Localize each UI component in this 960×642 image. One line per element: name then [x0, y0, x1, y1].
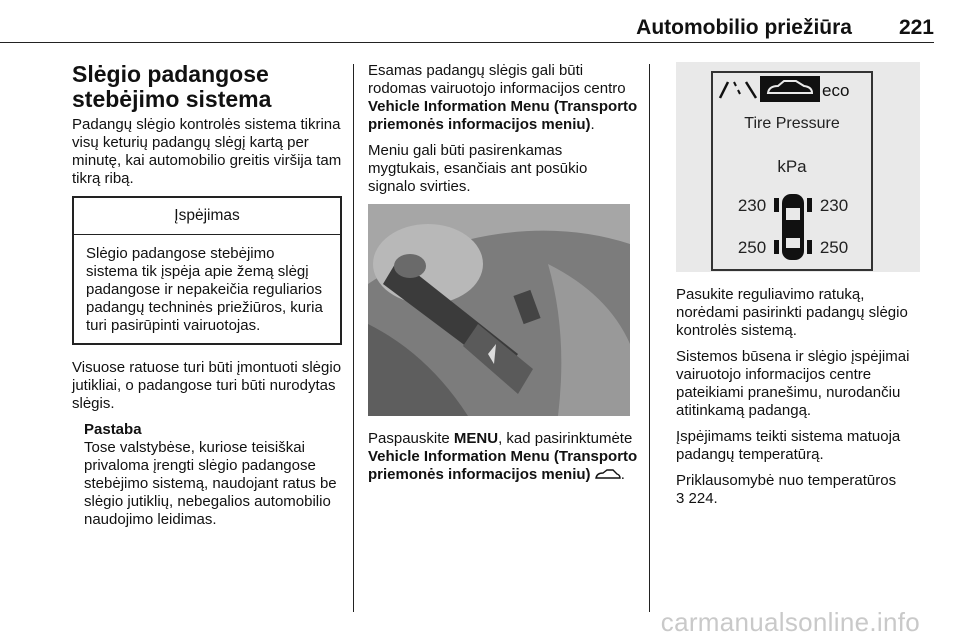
vehicle-top-view-icon — [774, 194, 812, 260]
text-run: , kad pasirinktumėte — [498, 430, 633, 447]
page-header — [0, 12, 934, 43]
warning-box — [72, 196, 342, 345]
section-heading: Slėgio padangose stebėjimo sistema — [72, 61, 272, 112]
note-block — [84, 421, 342, 529]
turn-signal-stalk-icon — [368, 204, 630, 416]
sensors-paragraph: Visuose ratuose turi būti įmontuoti slėgio jutikliai, o padangose turi būti nurodytas slėgis. — [72, 359, 342, 412]
temperature-paragraph: Įspėjimams teikti sistema matuoja padangų temperatūrą. — [676, 428, 901, 463]
front-right-pressure: 230 — [819, 196, 849, 215]
text-run: Esamas padangų slėgis gali būti rodomas vairuotojo informacijos centro — [368, 62, 626, 97]
road-icon — [720, 82, 756, 98]
menu-name: Vehicle Information Menu (Transporto priemonės informacijos meniu) — [368, 448, 638, 483]
text-run: Priklausomybė nuo temperatūros — [676, 472, 897, 489]
menu-name: Vehicle Information Menu (Transporto priemonės informacijos meniu) — [368, 98, 638, 133]
menu-instruction-paragraph — [368, 430, 638, 484]
rear-right-pressure: 250 — [819, 238, 849, 257]
page-number: 221 — [898, 16, 934, 39]
note-body: Tose valstybėse, kuriose teisiškai privaloma įrengti slėgio padangose stebėjimo sistemą, naudojant ratus be slėgio jutiklių, nebegalios automobilio naudojimo leidimas. — [84, 439, 337, 528]
eco-label: eco — [822, 81, 850, 100]
text-run: . — [620, 466, 625, 483]
watermark: carmanualsonline.info — [660, 607, 920, 637]
front-left-pressure: 230 — [737, 196, 767, 215]
column-divider — [353, 64, 354, 612]
tire-pressure-display — [676, 62, 920, 272]
unit-label: kPa — [777, 157, 807, 176]
display-title: Tire Pressure — [744, 115, 840, 132]
stalk-photo — [368, 204, 630, 416]
column-1 — [72, 62, 342, 529]
intro-paragraph: Padangų slėgio kontrolės sistema tikrina visų keturių padangų slėgį kartą per minutę, kai automobilio greitis viršija tam tikrą ribą. — [72, 116, 342, 187]
warning-title: Įspėjimas — [74, 198, 340, 235]
header-title: Automobilio priežiūra — [636, 16, 852, 39]
car-icon — [595, 469, 621, 481]
display-graphic — [676, 62, 920, 272]
status-paragraph: Sistemos būsena ir slėgio įspėjimai vairuotojo informacijos centre pateikiami pranešimu, nurodančiu atitinkamą padangą. — [676, 348, 910, 419]
dial-paragraph: Pasukite reguliavimo ratuką, norėdami pasirinkti padangų slėgio kontrolės sistemą. — [676, 286, 908, 339]
menu-button-label: MENU — [453, 430, 499, 447]
page-reference: 3 224. — [676, 490, 718, 507]
column-divider — [649, 64, 650, 612]
column-3 — [676, 62, 928, 516]
info-center-paragraph — [368, 62, 638, 134]
note-title: Pastaba — [84, 421, 142, 438]
rear-left-pressure: 250 — [737, 238, 767, 257]
column-2 — [368, 62, 638, 492]
reference-paragraph — [676, 472, 928, 508]
text-run: . — [590, 116, 595, 133]
warning-body: Slėgio padangose stebėjimo sistema tik įspėja apie žemą slėgį padangose ir nepakeičia reguliarios padangų techninės priežiūros, kuria turi pasirūpinti vairuotojas. — [86, 245, 323, 334]
buttons-paragraph: Meniu gali būti pasirenkamas mygtukais, esančiais ant posūkio signalo svirties. — [368, 142, 588, 195]
text-run: Paspauskite — [368, 430, 454, 447]
